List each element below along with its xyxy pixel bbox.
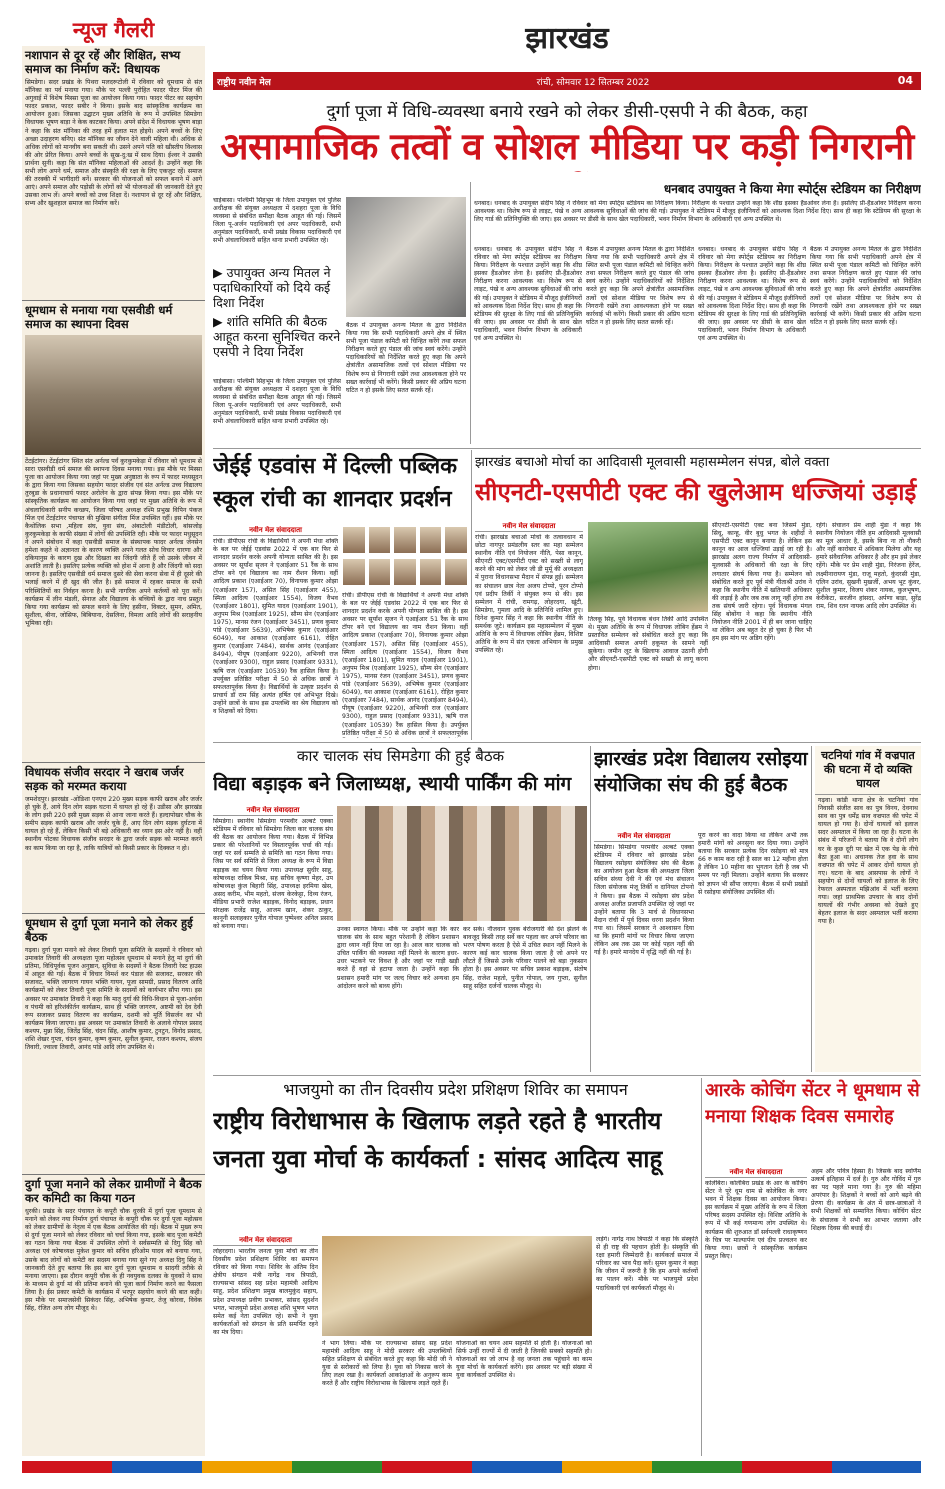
- coaching-col1: कोलेबिरा। कोलेबिरा प्रखंड के आर के कोचिंग सेंटर ने पूरे धूम धाम से कोलेबिरा के नगर भवन में शिक्षक दिवस का आयोजन किया। इस कार्यक्रम में मुख्य अतिथि के रूप में जिला परिषद सदस्य उपस्थित रहे। विशिष्ट अतिथि के रूप में भी कई गणमान्य लोग उपस्थित थे। कार्यक्रम की शुरुआत डॉ सर्वपल्ली राधाकृष्णन के चित्र पर माल्यार्पण एवं दीप प्रज्वलन कर किया गया। छात्रों ने सांस्कृतिक कार्यक्रम प्रस्तुत किए।: [705, 1180, 807, 1260]
- bjym-kicker: भाजयुमो का तीन दिवसीय प्रदेश प्रशिक्षण शिविर का समापन: [283, 1080, 628, 1099]
- jbmm-col4: रहेंगे। संचालन प्रेम शाही मुंडा ने कहा कि स्थानीय नियोजन नीति हम आदिवासी मूलवासी का मूल आधार है, इसके बिना ना तो नौकरी और नहीं कारोबार में अधिकार मिलेगा और यह हमारे संवैधानिक अधिकार है और हम इसे लेकर रहेंगे। मौके पर प्रेम शाही मुंडा, निरंजना हेरेंज, लक्ष्मीनारायण मुंडा, राजू महतो, कुंदरसी मुंडा, एलिन उरांव, सुखनी मुखर्जी, अभय भूट कुंवर, सुशील कुमार, विजय शंकर नायक, कुलभूषण, केरीकेटा, सरजीन हांसदा, अर्पणा बाड़ा, सुरेंद्र राम, शिव रतन नायक आदि लोग उपस्थित थे।: [816, 522, 921, 610]
- dhanbad-col1: धनबाद। धनबाद के उपायुक्त संदीप सिंह ने रविवार को मेगा स्पोर्ट्स स्टेडियम का निरीक्षण किया। निरीक्षण के पश्चात उन्होंने कहा कि शीघ्र इसका हैंडओवर लेना है। इसलिए प्री-हैंडओवर निरीक्षण करना आवश्यक था। विशेष रूप से लाइट, पंखे व अन्य आवश्यक सुविधाओं की जांच की गई। उपायुक्त ने स्टेडियम में मौजूद इंजीनियरों को आवश्यक दिशा निर्देश दिए। साथ ही कहा कि स्टेडियम की सुरक्षा के लिए गार्ड की प्रतिनियुक्ति की जाए। इस अवसर पर डीसी के साथ खेल पदाधिकारी, भवन निर्माण विभाग के अधिकारी एवं अन्य उपस्थित थे।: [474, 246, 582, 343]
- student-photo: [444, 526, 468, 554]
- karchalak-kicker: कार चालक संघ सिमडेगा की हुई बैठक: [296, 747, 505, 765]
- chatni-headline: चटनियां गांव में वज्रपात की घटना में दो व्यक्ति घायल: [815, 746, 921, 795]
- news-gallery-column: [22, 14, 205, 1456]
- dhanbad-col2: बैठक में उपायुक्त अनन्य मितल के द्वारा निर्देशित किया गया कि सभी पदाधिकारी अपने क्षेत्र में स्थित सभी पूजा पंडाल कमिटी को चिन्हित करेंगे तथा सफल निरीक्षण करते हुए पंडाल की जांच स्वयं करेंगे। उन्होंने पदाधिकारियों को निर्देशित करते हुए कहा कि अपने क्षेत्रांतीत असामाजिक तत्वों एवं सोशल मीडिया पर विशेष रूप से निगरानी रखेंगे तथा आवश्यकता होने पर सख्त कार्रवाई भी करेंगे। किसी प्रकार की अप्रिय घटना घटित न हो इसके लिए सतत सतर्क रहें।: [586, 246, 694, 326]
- karchalak-col1: सिमडेगा। स्थानीय सिमडेगा परमवीर अल्बर्ट एक्का स्टेडियम में रविवार को सिमडेगा जिला कार चालक संघ की बैठक का आयोजन किया गया। बैठक में विभिन्न प्रकार की परेशानियों पर विस्तारपूर्वक चर्चा की गई। जहां पर सर्व सम्मति से समिति का गठन किया गया। जिस पर सर्व समिति से जिला अध्यक्ष के रूप में विद्या बड़ाइक का चयन किया गया। उपाध्यक्ष सुधीर साहू, कोषाध्यक्ष राकिब मिश्रा, सह सचिव कृष्णा मेहर, उप कोषाध्यक्ष कुंज बिहारी सिंह, उपाध्यक्ष इरमिया खेस, असद करीम, भीम महतो, संजय केरकेट्टा, दिव्य रंजन, मीडिया प्रभारी राजेश बड़ाइक, विनोद बड़ाइक, प्रधान संरक्षक राजेंद्र साहू, आजम खान, शंकर ठाकुर, कानूनी सलाहकार पुनीत गोपाल पुष्पेश्वर अनिल प्रसाद को बनाया गया।: [213, 818, 333, 931]
- bjym-col1: लोहरदगा। भारतीय जनता युवा मोर्चा का तीन दिवसीय प्रदेश प्रशिक्षण शिविर का समापन रविवार को किया गया। शिविर के अंतिम दिन क्षेत्रीय संगठन मंत्री नागेंद्र नाथ त्रिपाठी, राज्यसभा सांसद सह प्रदेश महामंत्री आदित्य साहू, प्रदेश प्रशिक्षण प्रमुख बालमुकुंद सहाय, प्रदेश उपाध्यक्ष प्रवीण प्रभाकर, सांसद सुदर्शन भगत, भाजयुमो प्रदेश अध्यक्ष शशि भूषण भगत समेत कई नेता उपस्थित रहे। सभी ने युवा कार्यकर्ताओं को संगठन के प्रति समर्पित रहने का मंत्र दिया।: [213, 1248, 318, 1336]
- top-kicker: दुर्गा पूजा में विधि-व्यवस्था बनाये रखने को लेकर डीसी-एसपी ने की बैठक, कहा: [326, 102, 808, 121]
- karchalak-headline: विद्या बड़ाइक बने जिलाध्यक्ष, स्थायी पार्किंग की मांग: [213, 773, 572, 795]
- bottom-color-strip: [22, 1461, 921, 1473]
- chatni-text: गढ़वा। कांडी थाना क्षेत्र के चटनियां गांव निवासी संजीत साव का पुत्र विनय, देवनाथ साव का पुत्र धर्मेंद्र साव वज्रपात की चपेट में घायल हो गया है। दोनों घायलों को इलाज सदर अस्पताल में किया जा रहा है। घटना के संबंध में परिजनों ने बताया कि वे दोनों लोग घर के कुछ दूरी पर खेत में एक पेड़ के नीचे बैठा हुआ था। अचानक तेज हवा के साथ वज्रपात की चपेट में आकर दोनों घायल हो गए। घटना के बाद आसपास के लोगों ने सहयोग से दोनों घायलों को इलाज के लिए रेफरल अस्पताल मझिआंव में भर्ती कराया गया। जहां प्राथमिक उपचार के बाद दोनों घायलों की गंभीर अवस्था को देखते हुए बेहतर इलाज के सदर अस्पताल भर्ती कराया गया है।: [818, 797, 918, 926]
- article-s3: जमशेदपुर। झारखंड -ओडिशा एनएच 220 मुख्य सड़क काफी खराब और जर्जर हो चुके हैं, आये दिन लोग सड़क घटना में घायल हो रहे हैं। उडीसा और झारखंड के लोग इसी 220 इसी मुख्य सड़क से आना जाना करते हैं। हल्दापोखर चौक के समीप सड़क काफी खराब और जर्जर चुके हैं, आए दिन लोग सड़क दुर्घटना में घायल हो रहे हैं, लेकिन किसी भी बड़े अधिकारी का ध्यान इस ओर नहीं है। वहीं स्थानीय पोटका विधायक संजीव सरदार के द्वारा जर्जर सड़क को मरम्मत करने का काम किया जा रहा है, ताकि यात्रियों को किसी प्रकार के दिक्कत न हो।: [25, 796, 202, 852]
- coaching-col2: अहम और पवित्र हिस्सा है। जिसके बाद स्वर्णिम उत्कर्ष इतिहास में दर्ज है। गुरु और गोविंद में गुरु का पद पहले माना गया है। गुरु की महिमा अपरंपार है। शिक्षकों ने बच्चों को आगे बढ़ने की प्रेरणा दी। कार्यक्रम के अंत में छात्र-छात्राओं ने सभी शिक्षकों को सम्मानित किया। कोचिंग सेंटर के संचालक ने सभी का आभार जताया और शिक्षक दिवस की बधाई दी।: [811, 1168, 921, 1232]
- section-title: झारखंड: [525, 21, 609, 56]
- student-photo: [419, 526, 443, 554]
- date-bar: [213, 72, 921, 90]
- jbmm-byline: नवीन मेल संवाददाता: [475, 522, 583, 532]
- coaching-byline: नवीन मेल संवाददाता: [705, 1168, 807, 1178]
- student-photo: [393, 558, 417, 586]
- student-photo: [342, 526, 366, 554]
- jee-col2: रांची। डीपीएस रांची के विद्यार्थियों ने अपनी मेधा शक्ति के बल पर जेईई एडवांस 2022 में एक बार फिर से शानदार प्रदर्शन करके अपनी योग्यता साबित की है। इस अवसर पर सूर्यांश सृजन ने एआईआर 51 रैंक के साथ टॉपर बने एवं विद्यालय का नाम रौशन किया। वहीं आदित्य प्रकाश (एआईआर 70), विनायक कुमार ओझा (एआईआर 157), असित सिंह (एआईआर 455), स्मिता आदित्य (एआईआर 1554), विजय वैभव (एआईआर 1801), सुमित यादव (एआईआर 1901), अनुपम मिश्र (एआईआर 1925), सौम्य सेन (एआईआर 1975), मानस रंजन (एआईआर 3451), प्रणव कुमार पांडे (एआईआर 5639), अभिषेक कुमार (एआईआर 6049), यश आकाश (एआईआर 6161), रोहित कुमार (एआईआर 7484), सार्थक आनंद (एआईआर 8494), पीयूष (एआईआर 9220), अभिनवी राज (एआईआर 9300), राहुल प्रसाद (एआईआर 9331), ऋषि राज (एआईआर 10539) रैंक हासिल किया है। उपर्युक्त प्रतिष्ठित परीक्षा में 50 से अधिक छात्रों ने सफलतापूर्वक: [342, 592, 468, 737]
- top-bullets: [213, 265, 341, 373]
- karchalak-byline-box: [213, 806, 333, 818]
- jee-byline: नवीन मेल संवाददाता: [213, 526, 338, 536]
- article-s5: धुरकी। प्रखंड के सदर पंचायत के कपूरी चौक धुरकी में दुर्गा पूजा धूमधाम से मनाने को लेकर नया निर्माण दुर्गा पंचायत के कपूरी चौक पर दुर्गा पूजा महोत्सव को लेकर ग्रामीणों के नेतृत्व में एक बैठक आयोजित की गई। बैठक में मुख्य रूप से दुर्गा पूजा मनाने को लेकर रविवार को चर्चा किया गया, इसके बाद पूजा कमेटी का गठन किया गया बैठक में उपस्थित लोगों ने सर्वसम्मति से दिगु सिंह को अध्यक्ष एवं कोषाध्यक्ष मुकेश कुमार को सचिव हरिओम यादव को बनाया गया, उसके बाद लोगों को कमेटी का सदस्य बनाया गया सुने गए अध्यक्ष दिगु सिंह ने जानकारी देते हुए बताया कि इस बार दुर्गा पूजा धूमधाम व सादगी तरीके से मनाया जाएगा। इस दौरान कपूरी चौक के ही नवयुवक दलका के युवकों ने साथ के माध्यम से दुर्गा मां की प्रतिमा बनाने की पूजा कार्य निर्माण करने का फैसला लिया है। ईस प्रकार कमेटी के कार्यक्रम में भरपूर सहयोग करने की बात कही। इस मौके पर समाजसेवी सिकंदर सिंह, अभिषेक कुमार, तेजु कोरवा, विवेक सिंह, रंजित अन्य लोग मौजूद थे।: [25, 1208, 202, 1313]
- bjym-col4: लड़ेंगे। नागेंद्र नाथ त्रिपाठी ने कहा कि संस्कृति से ही राष्ट्र की पहचान होती है। संस्कृति की रक्षा हमारी जिम्मेदारी है। कार्यकर्ता समाज में परिवार का भाव पैदा करें। सुमन कुमार ने कहा कि जीवन में जरूरी है कि हम अपने कर्तव्यों का पालन करें। मौके पर भाजयुमो प्रदेश पदाधिकारी एवं कार्यकर्ता मौजूद थे।: [596, 1236, 698, 1292]
- bjym-event-photo: [322, 1236, 592, 1336]
- dhanbad-col3: धनबाद। धनबाद के उपायुक्त संदीप सिंह ने रविवार को मेगा स्पोर्ट्स स्टेडियम का निरीक्षण किया। निरीक्षण के पश्चात उन्होंने कहा कि शीघ्र इसका हैंडओवर लेना है। इसलिए प्री-हैंडओवर निरीक्षण करना आवश्यक था। विशेष रूप से लाइट, पंखे व अन्य आवश्यक सुविधाओं की जांच की गई। उपायुक्त ने स्टेडियम में मौजूद इंजीनियरों को आवश्यक दिशा निर्देश दिए। साथ ही कहा कि स्टेडियम की सुरक्षा के लिए गार्ड की प्रतिनियुक्ति की जाए। इस अवसर पर डीसी के साथ खेल पदाधिकारी, भवन निर्माण विभाग के अधिकारी एवं अन्य उपस्थित थे।: [698, 246, 806, 343]
- top-left-text2: चाईबासा। पश्चिमी सिंहभूम के जिला उपायुक्त एवं पुलिस अधीक्षक की संयुक्त अध्यक्षता में दशहरा पूजा के विधि व्यवस्था से संबंधित समीक्षा बैठक आहूत की गई। जिसमें जिला पू-अर्जन पदाधिकारी एवं अपर पदाधिकारी, सभी अनुमंडल पदाधिकारी, सभी प्रखंड विकास पदाधिकारी एवं सभी अंचलाधिकारी सहित थाना प्रभारी उपस्थित रहे।: [213, 378, 341, 426]
- student-photo: [368, 526, 392, 554]
- jbmm-col2: तिलकू सिंह, पूर्व विधायक बंधन तिर्की आदि उपस्थित थे। मुख्य अतिथि के रूप में विधायक लोबिन हेंब्रम ने प्रस्तावित सम्मेलन को संबोधित करते हुए कहा कि आदिवासी समाज अपनी हकूमत के सामने नहीं झुकेगा। जमीन लूट के खिलाफ आवाज उठानी होगी और सीएनटी-एसपीटी एक्ट को सख्ती से लागू करना होगा।: [588, 616, 708, 672]
- student-photo: [342, 558, 366, 586]
- jbmm-kicker: झारखंड बचाओ मोर्चा का आदिवासी मूलवासी महासम्मेलन संपन्न, बोले वक्ता: [475, 455, 830, 470]
- headline-s4: धूमधाम से दुर्गा पूजा मनाने को लेकर हुई बैठक: [22, 913, 205, 946]
- karchalak-byline: नवीन मेल संवाददाता: [213, 806, 333, 816]
- rasoiya-col1: सिमडेगा। सिमडेगा परमवीर अल्बर्ट एक्का स्टेडियम में रविवार को झारखंड प्रदेश विद्यालय रसोइया संयोजिका संघ की बैठक का आयोजन हुआ बैठक की अध्यक्षता जिला सचिव संध्या देवी ने की एवं मंच संचालन जिला संयोजक मंजू तिर्की व दानियल टोपनो ने किया। इस बैठक में रसोइया संघ प्रदेश अध्यक्ष अजीत प्रजापति उपस्थित रहे जहां पर उन्होंने बताया कि 3 मार्च से विधानसभा मैदान रांची में पूर्व दिवस धरना प्रदर्शन किया गया था। जिसमें सरकार ने आश्वासन दिया था कि हमारी मांगों पर विचार किया जाएगा लेकिन अब तक उस पर कोई पहल नहीं की गई है। हमारे मानदेय में वृद्धि नहीं की गई है।: [594, 844, 694, 957]
- rasoiya-headline: झारखंड प्रदेश विद्यालय रसोइया संयोजिका संघ की हुई बैठक: [594, 748, 808, 796]
- page-number: 04: [897, 74, 913, 87]
- student-photo: [393, 526, 417, 554]
- top-lead-text: चाईबासा। पश्चिमी सिंहभूम के जिला उपायुक्त एवं पुलिस अधीक्षक की संयुक्त अध्यक्षता में दशहरा पूजा के विधि व्यवस्था से संबंधित समीक्षा बैठक आहूत की गई। जिसमें जिला पू-अर्जन पदाधिकारी एवं अपर पदाधिकारी, सभी अनुमंडल पदाधिकारी, सभी प्रखंड विकास पदाधिकारी एवं सभी अंचलाधिकारी सहित थाना प्रभारी उपस्थित रहे।: [213, 197, 341, 245]
- dateline: रांची, सोमवार 12 सितम्बर 2022: [536, 78, 650, 88]
- conference-photo: [588, 522, 708, 612]
- rasoiya-byline: नवीन मेल संवाददाता: [594, 832, 694, 842]
- bjym-col2: ने भाग लिया। मौके पर राज्यसभा सांसद सह प्रदेश महामंत्री आदित्य साहू ने मोदी सरकार की उपलब्धियों सहित प्रशिक्षण से संबंधित करते हुए कहा कि मोदी जी ने युवा से सरोकारों को लिया है। युवा को निकास करने के लिए लक्ष्य रखा है। कार्यकर्ता आकांक्षाओं के अनुरूप काम करते हैं और राष्ट्रीय विरोधाभास के खिलाफ लड़ते रहते हैं।: [322, 1340, 452, 1388]
- jbmm-col1: रांची। झारखंड बचाओ मोर्चा के तत्वावधान में छोटा नागपुर प्रमंडलीय स्तर का महा सम्मेलन स्थानीय नीति एवं नियोजन नीति, पेसा कानून, सीएनटी एक्ट/एसपीटी एक्ट को सख्ती से लागू करने की मांग को लेकर जी डी मुर्मू की अध्यक्षता में पुराना विधानसभा मैदान में संपन्न हुई। सम्मेलन का संचालन छात्र नेता अजय टोप्पो, पूरन टोप्पो एवं प्रदीप तिर्की ने संयुक्त रूप से की। इस सम्मेलन में रांची, रामगढ़, लोहरदगा, खूंटी, सिमडेगा, गुमला आदि के प्रतिनिधि शामिल हुए। दिनेश कुमार सिंह ने कहा कि स्थानीय नीति के समर्थक जुटे। कार्यक्रम इस महासम्मेलन में मुख्य अतिथि के रूप में विधायक लोबिन हेंब्रम, विशिष्ट अतिथि के रूप में संत एकता अभियान के प्रमुख उपस्थित रहे।: [475, 534, 583, 655]
- jee-byline-box: [213, 526, 338, 538]
- rasoiya-col2: पूरा करने का वादा किया था लेकिन अभी तक हमारी मांगों को अनसुना कर दिया गया। उन्होंने बताया कि सरकार प्रत्येक दिन रसोइया को मात्र 66 रु काम करा रही है साल का 12 महीना होता है लेकिन 10 महीना का भुगतान देती है जब भी समय पर नहीं मिलता। उन्होंने बताया कि सरकार को ज्ञापन भी सौंपा जाएगा। बैठक में सभी प्रखंडों से रसोइया संयोजिका उपस्थित थीं।: [698, 832, 808, 896]
- dhanbad-lead: धनबाद। धनबाद के उपायुक्त संदीप सिंह ने रविवार को मेगा स्पोर्ट्स स्टेडियम का निरीक्षण किया। निरीक्षण के पश्चात उन्होंने कहा कि शीघ्र इसका हैंडओवर लेना है। इसलिए प्री-हैंडओवर निरीक्षण करना आवश्यक था। विशेष रूप से लाइट, पंखे व अन्य आवश्यक सुविधाओं की जांच की गई। उपायुक्त ने स्टेडियम में मौजूद इंजीनियरों को आवश्यक दिशा निर्देश दिए। साथ ही कहा कि स्टेडियम की सुरक्षा के लिए गार्ड की प्रतिनियुक्ति की जाए। इस अवसर पर डीसी के साथ खेल पदाधिकारी, भवन निर्माण विभाग के अधिकारी एवं अन्य उपस्थित थे।: [474, 200, 921, 224]
- jbmm-headline: सीएनटी-एसपीटी एक्ट की खुलेआम धज्जियां उड़ाई: [475, 478, 917, 506]
- top-headline: असामाजिक तत्वों व सोशल मीडिया पर कड़ी निगरानी: [220, 125, 914, 168]
- bjym-col3: योजनाओं का चयन आम सहमति से होती है। योजनाओं को सिर्फ उन्हीं राज्यों में दी जाती है जिनकी सबको सहमति हो। योजनाओं का जो लाभ है वह जनता तक पहुंचाने का काम युवा मोर्चा के कार्यकर्ता करेंगे। इस अवसर पर बड़ी संख्या में युवा कार्यकर्ता उपस्थित थे।: [456, 1340, 592, 1380]
- dhanbad-col4: बैठक में उपायुक्त अनन्य मितल के द्वारा निर्देशित किया गया कि सभी पदाधिकारी अपने क्षेत्र में स्थित सभी पूजा पंडाल कमिटी को चिन्हित करेंगे तथा सफल निरीक्षण करते हुए पंडाल की जांच स्वयं करेंगे। उन्होंने पदाधिकारियों को निर्देशित करते हुए कहा कि अपने क्षेत्रांतीत असामाजिक तत्वों एवं सोशल मीडिया पर विशेष रूप से निगरानी रखेंगे तथा आवश्यकता होने पर सख्त कार्रवाई भी करेंगे। किसी प्रकार की अप्रिय घटना घटित न हो इसके लिए सतत सतर्क रहें।: [810, 246, 921, 326]
- news-gallery-banner: न्यूज गैलरी: [22, 14, 205, 46]
- karchalak-col2: उनका स्वागत किया। मौके पर उन्होंने कहा कि कार चालक संघ के साथ बहुत परेशानी है लेकिन प्रशासन द्वारा ध्यान नहीं दिया जा रहा है। आज कार चालक को उचित पार्किंग की व्यवस्था नहीं मिलने के कारण इधर-उधर भटकने पर विवश है और जहां पर गाड़ी खड़ी करते हैं वहां से हटाया जाता है। उन्होंने कहा कि प्रशासन हमारी मांग पर जल्द विचार करे अन्यथा हम आंदोलन करने को बाध्य होंगे।: [337, 926, 459, 990]
- jee-headline: जेईई एडवांस में दिल्ली पब्लिक स्कूल रांची का शानदार प्रदर्शन: [213, 454, 458, 512]
- article-s2: टेंटईटांगर। टेंटईटांगर स्थित संत अर्नल्ड पर्वं कुरकुमकेड़ा में रविवार को धूमधाम से सारा एसवीडी धर्म समाज की स्थापना दिवस मनाया गया। इस मौके पर मिस्सा पूजा का आयोजन किया गया जहां पर मुख्य अनुष्ठाता के रूप में फादर मध्यसूदन के द्वारा किया गया जिसका सहयोग फादर संजीव एवं संत अर्नल्ड उच्च विद्यालय तुरबुडा के प्रधानाचार्य फादर अरोलेन के द्वारा संपन्न किया गया। इस मौके पर सांस्कृतिक कार्यक्रम का आयोजन किया गया जहां पर मुख्य अतिथि के रूप में अंचलाधिकारी सनीप कच्छप, जिला परिषद अध्यक्ष रश्मि प्रभुख विपिन पंकज मिंज एवं टेंटईटांगर पंचायत की मुखिया संगीता मिंज उपस्थित रहीं। इस मौके पर कैथोलिक सभा ,महिला संघ, युवा संघ, अंबाटोली मंडीटोली, बांसजोड़ कुरकुमकेड़ा के काफी संख्या में लोगों की उपस्थिति रही। मौके पर फादर मधुसूदन ने अपने संबोधन में कहा एसवीडी समाज के संस्थापक फादर अर्नल्ड जेनसेन हमेशा कहते थे अज्ञानता के कारण व्यक्ति अपने गलत सोच विचार धारणा और दकियानुस के कारण दुख और दिखता का जिंदगी जीते हैं जो उसके जीवन में अशांति लाती है। इसलिए प्रत्येक व्यक्ति को होश में आना है और जिंदगी को सदा जानना है। इसलिए एसवीडी धर्म समाज दुसरे की सेवा करना सेवा में ही दूसरे की भलाई करने में ही खुद की जीत है। इसे समाज में रहकर समाज के सभी परिस्थितियों का निर्वहन करना है। सभी नागरिक अपने कर्तव्यों को पूरा करें। कार्यक्रम में लीन मंडली, सेनाज और विद्यालय के बच्चियों के द्वारा नाच प्रस्तुत किया गया कार्यक्रम को सफल बनाने के लिए हसीना, विक्टर, सुमन, अमित, सुशीला, बीना, जोसिफ, बिबियाना, देसलिना, विमला आदि लोगों की सराहनीय भूमिका रही।: [25, 458, 202, 627]
- bullet-1: ▶ उपायुक्त अन्य मितल ने पदाधिकारियों को दिये कई दिशा निर्देश: [213, 265, 331, 310]
- student-photo: [444, 558, 468, 586]
- headline-s3: विधायक संजीव सरदार ने खराब जर्जर सड़क को मरम्मत कराया: [22, 762, 205, 795]
- student-photo: [368, 558, 392, 586]
- karchalak-col3: कर सके। नौजवान युवक बेरोजगारी की दंश झेलने के बावजूद किसी तरह सर्वे कर पहला कर अपने परिवार का भरण पोषण करता है ऐसे में उचित स्थान नहीं मिलने के कारण कई कार चालक किया जाता है जो अपने पर लौटते हैं जिससे उनके परिवार पालने को बड़ा नुकसान होता है। इस अवसर पर सचिव प्रकाश बड़ाइक, संतोष सिंह, राजेश महतो, पुनीत गोपाल, जय गुप्ता, सुनील साहू सहित दर्जनों चालक मौजूद थे।: [463, 926, 587, 990]
- headline-s1: नशापान से दूर रहें और शिक्षित, सभ्य समाज का निर्माण करें: विधायक: [25, 48, 181, 76]
- coaching-byline-box: [705, 1168, 807, 1180]
- jbmm-col3: सीएनटी-एसपीटी एक्ट बना जिसमें मुंडा, सिधू, कान्हू, वीर बुधु भगत के शहीदों ने एसपीटी एक्ट कानून बनाया है। लेकिन इस कानून का आज धज्जियां उड़ाई जा रही है। झारखंड अलग राज्य निर्माण में आदिवासी-मूलवासी के अधिकारों की रक्षा के लिए लगातार संघर्ष किया गया है। सम्मेलन को संबोधित करते हुए पूर्व मंत्री गीताश्री उरांव ने कहा कि स्थानीय नीति में खतियानी अधिकार की लड़ाई है और जब तक लागू नहीं होगा तब तक संघर्ष जारी रहेगा। पूर्व विधायक मंगल सिंह बोबोंगा ने कहा कि स्थानीय नीति नियोजन नीति 2001 में ही बन जाना चाहिए था लेकिन अब बहुत देर हो चुका है फिर भी हम इस मांग पर अडिग रहेंगे।: [712, 522, 812, 643]
- masthead: [213, 14, 921, 72]
- article-s1: सिमडेगा। सदर प्रखंड के पिथरा मलदरूटोली में रविवार को धूमधाम से संत माँनिका का पर्व मनाया गया। मौके पर पल्ली पुरोहित फादर पीटर मिंज की अगुवाई में विशेष मिस्सा पूजा का आयोजन किया गया। फादर पीटर का सहयोग फादर प्रकाश, फादर सबीर ने किया। इसके बाद सांस्कृतिक कार्यक्रम का आयोजन हुआ। जिसका उद्घाटन मुख्य अतिथि के रूप में उपस्थित सिमडेगा विधायक भूषण बाड़ा ने केक काटकर किया। अपने संदेश में विधायक भूषण बाड़ा ने कहा कि संत मॉनिका की तरह हमें हलात मत होइये। अपने बच्चों के लिए अच्छा उदाहरण बनिए। संत मॉनिका का जीवन देने वाली महिला थी। अधिक से अधिक लोगों को मानवीय बना सकती थी। उसने अपने पति को खीस्तीय विश्वास की ओर प्रेरित किया। अपने बच्चों के सुख-दु:ख में साथ दिया। ईश्वर ने उसकी प्रार्थना सुनी। कहा कि संत मॉनिका महिलाओं की आदर्श है। उन्होंने कहा कि सभी लोग अपने धर्म, समाज और संस्कृति की रक्षा के लिए एकजुट रहें। समाज की तरक्की में भागीदारी बनें। सरकार की योजनाओं को सफल बनाने में आगे आएं। अपने समाज और पड़ोसी के लोगों को भी योजनाओं की जानकारी देते हुए उसका लाभ लें। अपने बच्चों को उच्च शिक्षा दें। नशापान से दूर रहें और शिक्षित, सभ्य और खुशहाल समाज का निर्माण करें।: [25, 79, 202, 208]
- article-s4: गढ़वा। दुर्गा पूजा मनाने को लेकर तिवारी पूजा समिति के सदस्यों ने रविवार को उमाकांत तिवारी की अध्यक्षता पूजा महोत्सव धूमधाम से मनाने हेतु मां दुर्गा की प्रतिमा, विधिपूर्वक पूजन अनुष्ठान, सुविधा के सदस्यों ने बैठक तिवारी रेस्ट हाउस में आहूत की गई। बैठक में विचार विमर्श कर पंडाल की सजावट, सरकार की सजावट, भक्ति जागरण गायन भक्ति गायन, पूजा सामग्री, प्रसाद वितरण आदि कार्यक्रमों को लेकर तिवारी पूजा समिति के सदस्यों को कार्यभार सौंपा गया। इस अवसर पर उमाकांत तिवारी ने कहा कि मातृ दुर्गा की विधि-विधान से पूजा-अर्चना व पंचमी को हरिशंकीर्तन कार्यक्रम, साथ ही भक्ति जागरण, अष्टमी को देव देवी रूप सजाकर प्रसाद वितरण का कार्यक्रम, दशमी को मूर्ति विसर्जन का भी कार्यक्रम किया जाएगा। इस अवसर पर उमाकांत तिवारी के अलावे गोपाल प्रसाद कश्यप, मुन्ना सिंह, जितेंद्र सिंह, चंदन सिंह, आशीष कुमार, टुनटुन, विनोद प्रसाद, शशि शेखर गुप्ता, चंदन कुमार, कृष्ण कुमार, सुनील कुमार, राजन कश्यप, संजय तिवारी, ज्वाला तिवारी, आनंद पांडे आदि लोग उपस्थित थे।: [25, 947, 202, 1052]
- topper-photos: [342, 526, 468, 588]
- official-photo: [346, 197, 466, 317]
- lightning-story-box: [815, 746, 921, 1072]
- top-mid-text: बैठक में उपायुक्त अनन्य मितल के द्वारा निर्देशित किया गया कि सभी पदाधिकारी अपने क्षेत्र में स्थित सभी पूजा पंडाल कमिटी को चिन्हित करेंगे तथा सफल निरीक्षण करते हुए पंडाल की जांच स्वयं करेंगे। उन्होंने पदाधिकारियों को निर्देशित करते हुए कहा कि अपने क्षेत्रांतीत असामाजिक तत्वों एवं सोशल मीडिया पर विशेष रूप से निगरानी रखेंगे तथा आवश्यकता होने पर सख्त कार्रवाई भी करेंगे। किसी प्रकार की अप्रिय घटना घटित न हो इसके लिए सतत सतर्क रहें।: [346, 322, 466, 394]
- bjym-byline: नवीन मेल संवाददाता: [213, 1236, 318, 1246]
- bjym-byline-box: [213, 1236, 318, 1248]
- headline-s5: दुर्गा पूजा मनाने को लेकर ग्रामीणों ने बैठक कर कमिटी का किया गठन: [22, 1174, 205, 1207]
- church-event-photo: [25, 335, 202, 455]
- headline-s2: धूमधाम से मनाया गया एसवीडी धर्म समाज का स्थापना दिवस: [22, 300, 205, 333]
- coaching-headline: आरके कोचिंग सेंटर ने धूमधाम से मनाया शिक्षक दिवस समारोह: [705, 1080, 920, 1127]
- dhanbad-headline: धनबाद उपायुक्त ने किया मेगा स्पोर्ट्स स्टेडियम का निरीक्षण: [663, 182, 921, 196]
- bullet-2: ▶ शांति समिति की बैठक आहूत करना सुनिश्चित करने एसपी ने दिया निर्देश: [213, 314, 341, 359]
- bjym-headline: राष्ट्रीय विरोधाभास के खिलाफ लड़ते रहते है भारतीय जनता युवा मोर्चा के कार्यकर्ता : सांसद आदित्य साहू: [213, 1107, 663, 1173]
- rasoiya-byline-box: [594, 832, 694, 844]
- paper-name: राष्ट्रीय नवीन मेल: [217, 78, 271, 88]
- jbmm-byline-box: [475, 522, 583, 534]
- karchalak-group-photo: [337, 806, 587, 921]
- jee-col1: रांची। डीपीएस रांची के विद्यार्थियों ने अपनी मेधा शक्ति के बल पर जेईई एडवांस 2022 में एक बार फिर से शानदार प्रदर्शन करके अपनी योग्यता साबित की है। इस अवसर पर सूर्यांश सृजन ने एआईआर 51 रैंक के साथ टॉपर बने एवं विद्यालय का नाम रौशन किया। वहीं आदित्य प्रकाश (एआईआर 70), विनायक कुमार ओझा (एआईआर 157), असित सिंह (एआईआर 455), स्मिता आदित्य (एआईआर 1554), विजय वैभव (एआईआर 1801), सुमित यादव (एआईआर 1901), अनुपम मिश्र (एआईआर 1925), सौम्य सेन (एआईआर 1975), मानस रंजन (एआईआर 3451), प्रणव कुमार पांडे (एआईआर 5639), अभिषेक कुमार (एआईआर 6049), यश आकाश (एआईआर 6161), रोहित कुमार (एआईआर 7484), सार्थक आनंद (एआईआर 8494), पीयूष (एआईआर 9220), अभिनवी राज (एआईआर 9300), राहुल प्रसाद (एआईआर 9331), ऋषि राज (एआईआर 10539) रैंक हासिल किया है। उपर्युक्त प्रतिष्ठित परीक्षा में 50 से अधिक छात्रों ने सफलतापूर्वक किया है। विद्यार्थियों के उत्कृष्ट प्रदर्शन से प्राचार्य डॉ राम सिंह अत्यंत हर्षित एवं अभिभूत दिखे। उन्होंने छात्रों के साथ इस उपलब्धि का श्रेय विद्यालय को व शिक्षकों को दिया।: [213, 538, 338, 715]
- student-photo: [419, 558, 443, 586]
